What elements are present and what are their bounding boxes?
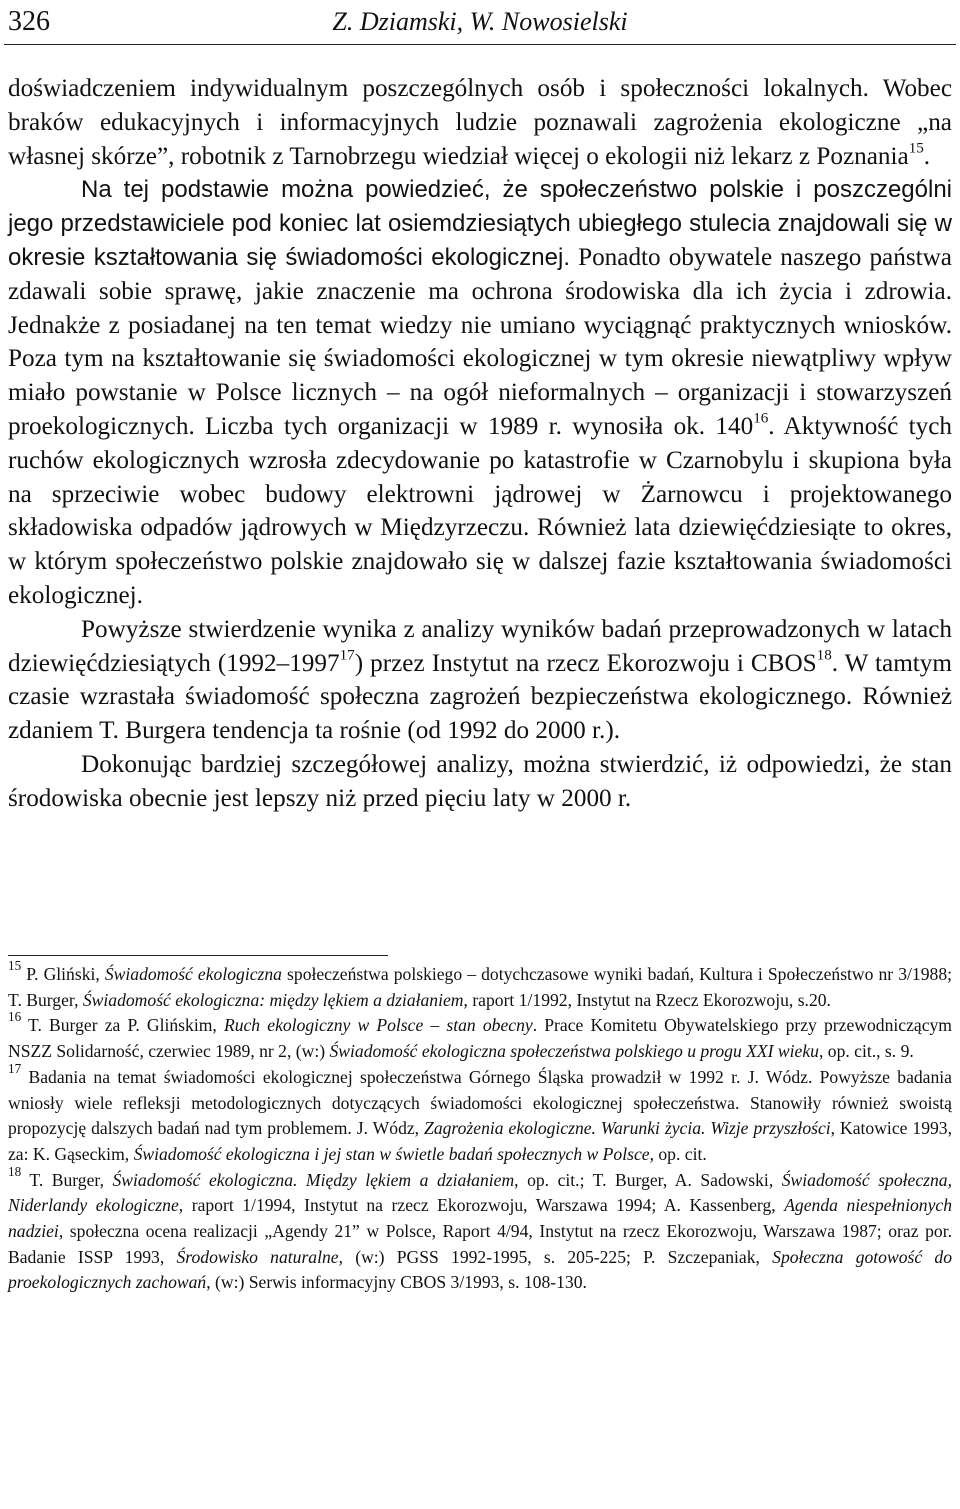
paragraph-1: doświadczeniem indywidualnym poszczególnych osób i społeczności lokalnych. Wobec braków edukacyjnych i informacyjnych ludzie poznawali zagrożenia ekologiczne „na własnej skórze”, robotnik z Tarnobrzegu wiedział więcej o ekologii niż lekarz z Poznania$^{15}$.: [8, 75, 952, 170]
paragraph-4: Dokonując bardziej szczegółowej analizy, można stwierdzić, iż odpowiedzi, że stan środowiska obecnie jest lepszy niż przed pięciu laty w 2000 r.: [8, 750, 952, 812]
footnote-18: $^{18}$ T. Burger, Świadomość ekologiczna. Między lękiem a działaniem, op. cit.; T. Burger, A. Sadowski, Świadomość społeczna, Niderlandy ekologiczne, raport 1/1994, Instytut na rzecz Ekorozwoju, Warszawa 1994; A. Kassenberg, Agenda niespełnionych nadziei, społeczna ocena realizacji „Agendy 21” w Polsce, Raport 4/94, Instytut na rzecz Ekorozwoju, Warszawa 1987; oraz por. Badanie ISSP 1993, Środowisko naturalne, (w:) PGSS 1992-1995, s. 205-225; P. Szczepaniak, Społeczna gotowość do proekologicznych zachowań, (w:) Serwis informacyjny CBOS 3/1993, s. 108-130.: [8, 1163, 953, 1293]
footnote-number: 17: [8, 1060, 22, 1076]
header-rule: [4, 44, 956, 45]
footnote-17: $^{17}$ Badania na temat świadomości ekologicznej społeczeństwa Górnego Śląska prowadził w 1992 r. J. Wódz. Powyższe badania wniosły wiele refleksji metodologicznych dotyczących świadomości ekologicznej społeczeństwa. Stanowiły również swoistą propozycję dalszych badań nad tym problemem. J. Wódz, Zagrożenia ekologiczne. Warunki życia. Wizje przyszłości, Katowice 1993, za: K. Gąseckim, Świadomość ekologiczna i jej stan w świetle badań społecznych w Polsce, op. cit.: [8, 1060, 952, 1164]
page-header: [8, 0, 952, 44]
footnote-ref-17[interactable]: 17: [339, 647, 355, 664]
footnote-number: 16: [8, 1009, 22, 1025]
main-text: [8, 72, 952, 816]
paragraph-3: Powyższe stwierdzenie wynika z analizy wyników badań przeprowadzonych w latach dziewięćdziesiątych (1992–1997$^{17}$) przez Instytut na rzecz Ekorozwoju i CBOS$^{18}$. W tamtym czasie wzrastała świadomość społeczna zagrożeń bezpieczeństwa ekologicznego. Również zdaniem T. Burgera tendencja ta rośnie (od 1992 do 2000 r.).: [8, 615, 952, 745]
footnotes: [8, 958, 953, 1296]
footnote-ref-18[interactable]: 18: [816, 647, 832, 664]
paragraph-2: Na tej podstawie można powiedzieć, że społeczeństwo polskie i poszczególni jego przedstawiciele pod koniec lat osiemdziesiątych ubiegłego stulecia znajdowali się w okresie kształtowania się świadomości ekologicznej. Ponadto obywatele naszego państwa zdawali sobie sprawę, jakie znaczenie ma ochrona środowiska dla ich życia i zdrowia. Jednakże z posiadanej na ten temat wiedzy nie umiano wyciągnąć praktycznych wniosków. Poza tym na kształtowanie się świadomości ekologicznej w tym okresie niewątpliwy wpływ miało powstanie w Polsce licznych – na ogół nieformalnych – organizacji i stowarzyszeń proekologicznych. Liczba tych organizacji w 1989 r. wynosiła ok. $140^{16}$. Aktywność tych ruchów ekologicznych wzrosła zdecydowanie po katastrofie w Czarnobylu i skupiona była na sprzeciwie wobec budowy elektrowni jądrowej w Żarnowcu i projektowanego składowiska odpadów jądrowych w Międzyrzeczu. Również lata dziewięćdziesiąte to okres, w którym społeczeństwo polskie znajdowało się w dalszej fazie kształtowania świadomości ekologicznej.: [8, 176, 952, 609]
footnote-16: $^{16}$ T. Burger za P. Glińskim, Ruch ekologiczny w Polsce – stan obecny. Prace Komitetu Obywatelskiego przy przewodniczącym NSZZ Solidarność, czerwiec 1989, nr 2, (w:) Świadomość ekologiczna społeczeństwa polskiego u progu XXI wieku, op. cit., s. 9.: [8, 1009, 952, 1062]
page-number: 326: [8, 6, 50, 37]
footnote-separator: [8, 955, 388, 956]
footnote-number: 15: [8, 958, 22, 974]
footnote-15: $^{15}$ P. Gliński, Świadomość ekologiczna społeczeństwa polskiego – dotychczasowe wyniki badań, Kultura i Społeczeństwo nr 3/1988; T. Burger, Świadomość ekologiczna: między lękiem a działaniem, raport 1/1992, Instytut na Rzecz Ekorozwoju, s.20.: [8, 958, 953, 1010]
footnote-ref-15[interactable]: 15: [908, 140, 924, 157]
running-title: Z. Dziamski, W. Nowosielski: [332, 7, 628, 36]
footnote-number: 18: [8, 1163, 22, 1179]
footnote-ref-16[interactable]: 16: [753, 410, 769, 427]
